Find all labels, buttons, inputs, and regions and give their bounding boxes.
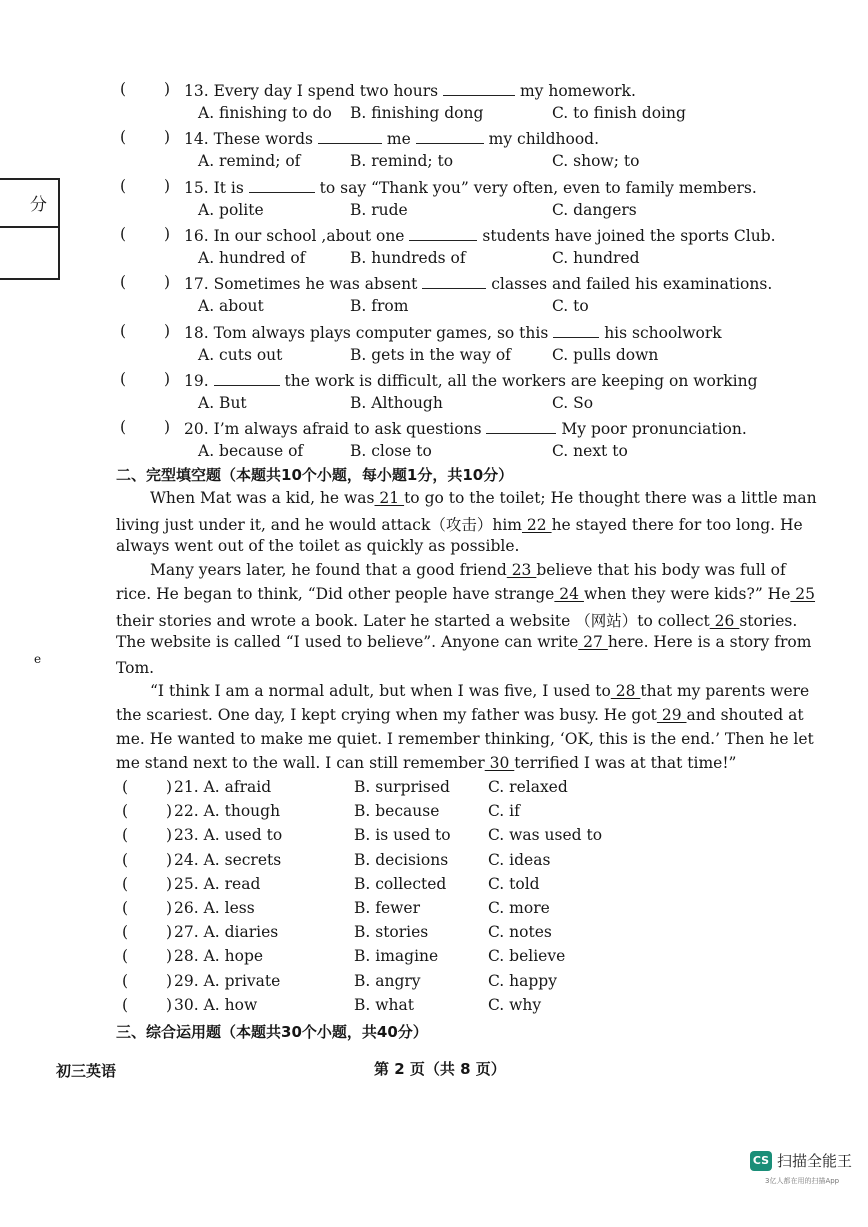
passage-line: their stories and wrote a book. Later he started a website （网站）to collect 26 stories. — [116, 612, 798, 630]
cloze-option-c: C. told — [488, 875, 540, 893]
cloze-option-c: C. ideas — [488, 851, 551, 869]
answer-bracket[interactable]: ( ) — [120, 80, 171, 98]
option-a: A. about — [198, 297, 264, 315]
option-a: A. finishing to do — [198, 104, 332, 122]
option-b: B. remind; to — [350, 152, 454, 170]
option-c: C. to — [552, 297, 589, 315]
question-text: 13. Every day I spend two hours my homework. — [184, 82, 636, 100]
cloze-option-b: B. angry — [354, 972, 421, 990]
option-a: A. because of — [198, 442, 304, 460]
answer-blank[interactable] — [416, 128, 484, 144]
option-a: A. cuts out — [198, 346, 283, 364]
cloze-option-a: 30. A. how — [174, 996, 258, 1014]
cloze-option-a: 26. A. less — [174, 899, 255, 917]
cloze-option-b: B. is used to — [354, 826, 451, 844]
question-text: 17. Sometimes he was absent classes and failed his examinations. — [184, 275, 773, 293]
side-mark: 分 — [30, 195, 47, 215]
option-c: C. So — [552, 394, 594, 412]
answer-bracket[interactable]: ( ) — [122, 996, 173, 1014]
cloze-option-b: B. decisions — [354, 851, 449, 869]
answer-blank[interactable] — [553, 322, 599, 338]
answer-bracket[interactable]: ( ) — [122, 778, 173, 796]
answer-bracket[interactable]: ( ) — [120, 273, 171, 291]
passage-line: rice. He began to think, “Did other people have strange 24 when they were kids?” He 25 — [116, 585, 816, 603]
scanner-name: 扫描全能王 — [777, 1152, 853, 1170]
scanner-tagline: 3亿人都在用的扫描App — [765, 1177, 840, 1185]
answer-bracket[interactable]: ( ) — [120, 322, 171, 340]
cloze-option-b: B. fewer — [354, 899, 421, 917]
cloze-option-c: C. happy — [488, 972, 557, 990]
option-c: C. to finish doing — [552, 104, 686, 122]
answer-bracket[interactable]: ( ) — [122, 875, 173, 893]
answer-blank[interactable] — [486, 418, 556, 434]
passage-line: me. He wanted to make me quiet. I remember thinking, ‘OK, this is the end.’ Then he let — [116, 730, 814, 748]
cloze-option-b: B. what — [354, 996, 414, 1014]
option-c: C. next to — [552, 442, 628, 460]
answer-blank[interactable] — [443, 80, 515, 96]
answer-bracket[interactable]: ( ) — [120, 418, 171, 436]
cloze-option-b: B. because — [354, 802, 440, 820]
passage-line: living just under it, and he would attack（攻击）him 22 he stayed there for too long. He — [116, 516, 803, 534]
option-b: B. hundreds of — [350, 249, 466, 267]
option-a: A. But — [198, 394, 247, 412]
answer-bracket[interactable]: ( ) — [122, 802, 173, 820]
cloze-option-c: C. relaxed — [488, 778, 568, 796]
page-number: 第 2 页（共 8 页） — [374, 1060, 506, 1078]
option-b: B. close to — [350, 442, 432, 460]
question-text: 18. Tom always plays computer games, so this his schoolwork — [184, 324, 722, 342]
answer-blank[interactable] — [422, 273, 486, 289]
answer-blank[interactable] — [318, 128, 382, 144]
answer-bracket[interactable]: ( ) — [122, 851, 173, 869]
option-c: C. dangers — [552, 201, 637, 219]
cloze-option-b: B. collected — [354, 875, 447, 893]
answer-bracket[interactable]: ( ) — [120, 128, 171, 146]
cloze-option-c: C. if — [488, 802, 520, 820]
answer-bracket[interactable]: ( ) — [122, 826, 173, 844]
question-text: 14. These words me my childhood. — [184, 130, 600, 148]
answer-bracket[interactable]: ( ) — [120, 370, 171, 388]
option-c: C. show; to — [552, 152, 640, 170]
passage-line: “I think I am a normal adult, but when I was five, I used to 28 that my parents were — [150, 682, 810, 700]
question-text: 15. It is to say “Thank you” very often, even to family members. — [184, 179, 757, 197]
cloze-option-a: 27. A. diaries — [174, 923, 279, 941]
subject-label: 初三英语 — [56, 1062, 117, 1080]
answer-bracket[interactable]: ( ) — [120, 177, 171, 195]
cloze-option-c: C. notes — [488, 923, 552, 941]
cloze-option-b: B. surprised — [354, 778, 450, 796]
score-box-divider — [0, 226, 58, 228]
cloze-option-a: 24. A. secrets — [174, 851, 282, 869]
passage-line: the scariest. One day, I kept crying when my father was busy. He got 29 and shouted at — [116, 706, 804, 724]
cloze-option-a: 22. A. though — [174, 802, 281, 820]
passage-line: When Mat was a kid, he was 21 to go to the toilet; He thought there was a little man — [150, 489, 817, 507]
answer-bracket[interactable]: ( ) — [122, 972, 173, 990]
answer-blank[interactable] — [214, 370, 280, 386]
passage-line: The website is called “I used to believe”. Anyone can write 27 here. Here is a story from — [116, 633, 812, 651]
cloze-option-c: C. why — [488, 996, 542, 1014]
cloze-option-c: C. was used to — [488, 826, 603, 844]
option-c: C. pulls down — [552, 346, 659, 364]
passage-line: Tom. — [116, 659, 155, 677]
option-b: B. from — [350, 297, 409, 315]
answer-bracket[interactable]: ( ) — [122, 923, 173, 941]
option-a: A. remind; of — [198, 152, 301, 170]
cloze-option-b: B. stories — [354, 923, 429, 941]
cloze-option-c: C. more — [488, 899, 550, 917]
answer-bracket[interactable]: ( ) — [122, 899, 173, 917]
cloze-option-a: 23. A. used to — [174, 826, 283, 844]
option-b: B. rude — [350, 201, 408, 219]
scanner-logo: CS — [750, 1151, 772, 1171]
cloze-option-a: 28. A. hope — [174, 947, 264, 965]
section-3-heading: 三、综合运用题（本题共30个小题，共40分） — [116, 1023, 428, 1041]
cloze-option-c: C. believe — [488, 947, 566, 965]
option-b: B. finishing dong — [350, 104, 484, 122]
option-b: B. gets in the way of — [350, 346, 511, 364]
passage-line: me stand next to the wall. I can still remember 30 terrified I was at that time!” — [116, 754, 737, 772]
answer-blank[interactable] — [249, 177, 315, 193]
option-a: A. polite — [198, 201, 264, 219]
cloze-option-a: 29. A. private — [174, 972, 281, 990]
cloze-option-b: B. imagine — [354, 947, 439, 965]
question-text: 19. the work is difficult, all the workers are keeping on working — [184, 372, 758, 390]
passage-line: Many years later, he found that a good friend 23 believe that his body was full of — [150, 561, 786, 579]
section-2-heading: 二、完型填空题（本题共10个小题，每小题1分，共10分） — [116, 466, 514, 484]
cloze-option-a: 25. A. read — [174, 875, 261, 893]
option-a: A. hundred of — [198, 249, 306, 267]
question-text: 16. In our school ,about one students have joined the sports Club. — [184, 227, 776, 245]
question-text: 20. I’m always afraid to ask questions My poor pronunciation. — [184, 420, 747, 438]
margin-mark: e — [34, 652, 42, 666]
option-c: C. hundred — [552, 249, 640, 267]
answer-blank[interactable] — [409, 225, 477, 241]
passage-line: always went out of the toilet as quickly as possible. — [116, 537, 520, 555]
answer-bracket[interactable]: ( ) — [120, 225, 171, 243]
answer-bracket[interactable]: ( ) — [122, 947, 173, 965]
cloze-option-a: 21. A. afraid — [174, 778, 272, 796]
option-b: B. Although — [350, 394, 443, 412]
